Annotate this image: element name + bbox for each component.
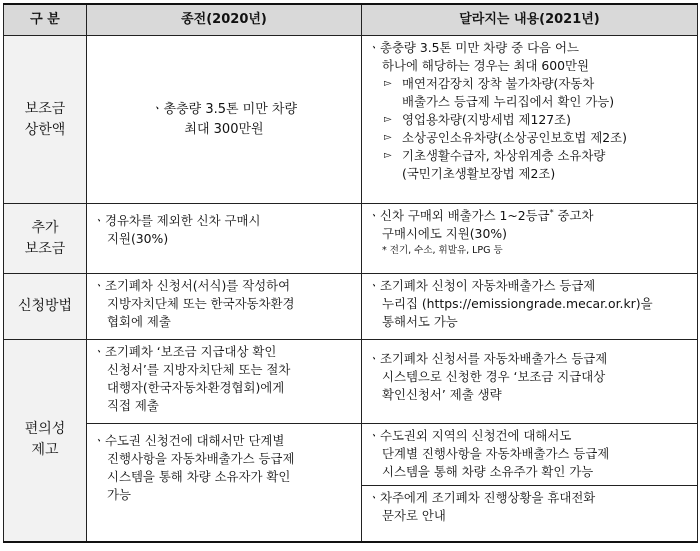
new-convenience-1 <box>362 340 698 424</box>
text-line: 통해서도 가능 <box>382 314 458 329</box>
text-line: 진행사항을 자동차배출가스 등급제 <box>107 451 295 466</box>
category-line: 보조금 <box>24 100 66 117</box>
text-line: 구매시에도 지원(30%) <box>382 226 507 241</box>
category-application-method <box>4 274 87 340</box>
triangle-bullet-icon: ▻ <box>384 114 392 125</box>
text-line: ㆍ조기폐차 신청서(서식)를 작성하여 <box>93 278 291 293</box>
triangle-bullet-icon: ▻ <box>384 150 392 161</box>
text-line: 시스템을 통해 차량 소유주가 확인 가능 <box>382 464 594 479</box>
old-application-method <box>87 274 362 340</box>
text-line: ㆍ차주에게 조기폐차 진행상황을 휴대전화 <box>368 490 596 505</box>
text-line: ㆍ총충량 3.5톤 미만 차량 <box>150 101 298 117</box>
text-line: ㆍ조기폐차 ‘보조금 지급대상 확인 <box>93 344 277 359</box>
footnote-mark: * <box>549 207 554 217</box>
row-convenience-2 <box>4 424 698 542</box>
list-item <box>368 147 693 183</box>
new-application-method <box>362 274 698 340</box>
old-convenience-2 <box>87 424 362 542</box>
list-item <box>368 111 693 129</box>
text-line: 협회에 제출 <box>107 314 171 329</box>
text-line: 배출가스 등급제 누리집에서 확인 가능) <box>402 94 615 109</box>
category-line: 추가 <box>31 219 59 236</box>
text-line: 확인신청서’ 제출 생략 <box>382 387 502 402</box>
old-subsidy-limit <box>87 36 362 204</box>
list-item <box>368 129 693 147</box>
new-convenience-2 <box>362 424 698 542</box>
new-subsidy-limit <box>362 36 698 204</box>
text-line: 최대 300만원 <box>184 121 264 137</box>
row-convenience-1 <box>4 340 698 424</box>
category-additional-subsidy <box>4 204 87 274</box>
text-line <box>368 207 693 225</box>
text-line: 가능 <box>107 487 131 502</box>
comparison-table <box>3 3 698 543</box>
header-previous: 종전(2020년) <box>87 4 362 36</box>
text-line: ㆍ조기폐차 신청서를 자동차배출가스 등급제 <box>368 351 608 366</box>
old-additional-subsidy <box>87 204 362 274</box>
text-line: ㆍ수도권외 지역의 신청건에 대해서도 <box>368 428 572 443</box>
text-line: 단계별 진행사항을 자동차배출가스 등급제 <box>382 446 610 461</box>
text-line: 누리집 (https://emissiongrade.mecar.or.kr)을 <box>382 296 653 311</box>
text-line: 소상공인소유차량(소상공인보호법 제2조) <box>402 130 627 145</box>
text-line: 하나에 해당하는 경우는 최대 600만원 <box>382 58 589 73</box>
text-line: 직접 제출 <box>107 398 159 413</box>
category-line: 신청방법 <box>17 298 73 314</box>
category-line: 제고 <box>31 442 59 459</box>
header-category: 구 분 <box>4 4 87 36</box>
text-segment: 중고차 <box>553 208 594 223</box>
text-line: 지방자치단체 또는 한국자동차환경 <box>107 296 295 311</box>
text-line: 대행자(한국자동차환경협회)에게 <box>107 380 285 395</box>
footnote: * 전기, 수소, 휘발유, LPG 등 <box>382 245 503 256</box>
category-line: 보조금 <box>24 240 66 257</box>
text-line: 기초생활수급자, 차상위계층 소유차량 <box>402 148 606 163</box>
category-convenience <box>4 340 87 542</box>
text-line: (국민기초생활보장법 제2조) <box>402 166 556 181</box>
header-row <box>4 4 698 36</box>
text-line: ㆍ경유차를 제외한 신차 구매시 <box>93 213 261 228</box>
old-convenience-1 <box>87 340 362 424</box>
triangle-bullet-icon: ▻ <box>384 78 392 89</box>
text-line: 시스템을 통해 차량 소유자가 확인 <box>107 469 291 484</box>
category-subsidy-limit <box>4 36 87 204</box>
text-line: ㆍ총충량 3.5톤 미만 차량 중 다음 어느 <box>368 40 579 55</box>
text-line: 문자로 안내 <box>382 508 446 523</box>
category-line: 편의성 <box>24 421 66 438</box>
header-changes: 달라지는 내용(2021년) <box>362 4 698 36</box>
text-line: ㆍ수도권 신청건에 대해서만 단계별 <box>93 433 285 448</box>
text-segment: ㆍ신차 구매외 배출가스 1~2등급 <box>368 208 550 223</box>
text-line: 신청서’를 지방자치단체 또는 절차 <box>107 362 291 377</box>
text-line: 영업용차량(지방세법 제127조) <box>402 112 571 127</box>
row-additional-subsidy <box>4 204 698 274</box>
row-application-method <box>4 274 698 340</box>
triangle-bullet-icon: ▻ <box>384 132 392 143</box>
row-subsidy-limit <box>4 36 698 204</box>
text-line: 지원(30%) <box>107 231 169 246</box>
text-line: 시스템으로 신청한 경우 ‘보조금 지급대상 <box>382 369 606 384</box>
new-additional-subsidy <box>362 204 698 274</box>
category-line: 상한액 <box>24 121 66 138</box>
text-line: 매연저감장치 장착 불가차량(자동차 <box>402 76 595 91</box>
list-item <box>368 75 693 111</box>
text-line: ㆍ조기폐차 신청이 자동차배출가스 등급제 <box>368 278 596 293</box>
